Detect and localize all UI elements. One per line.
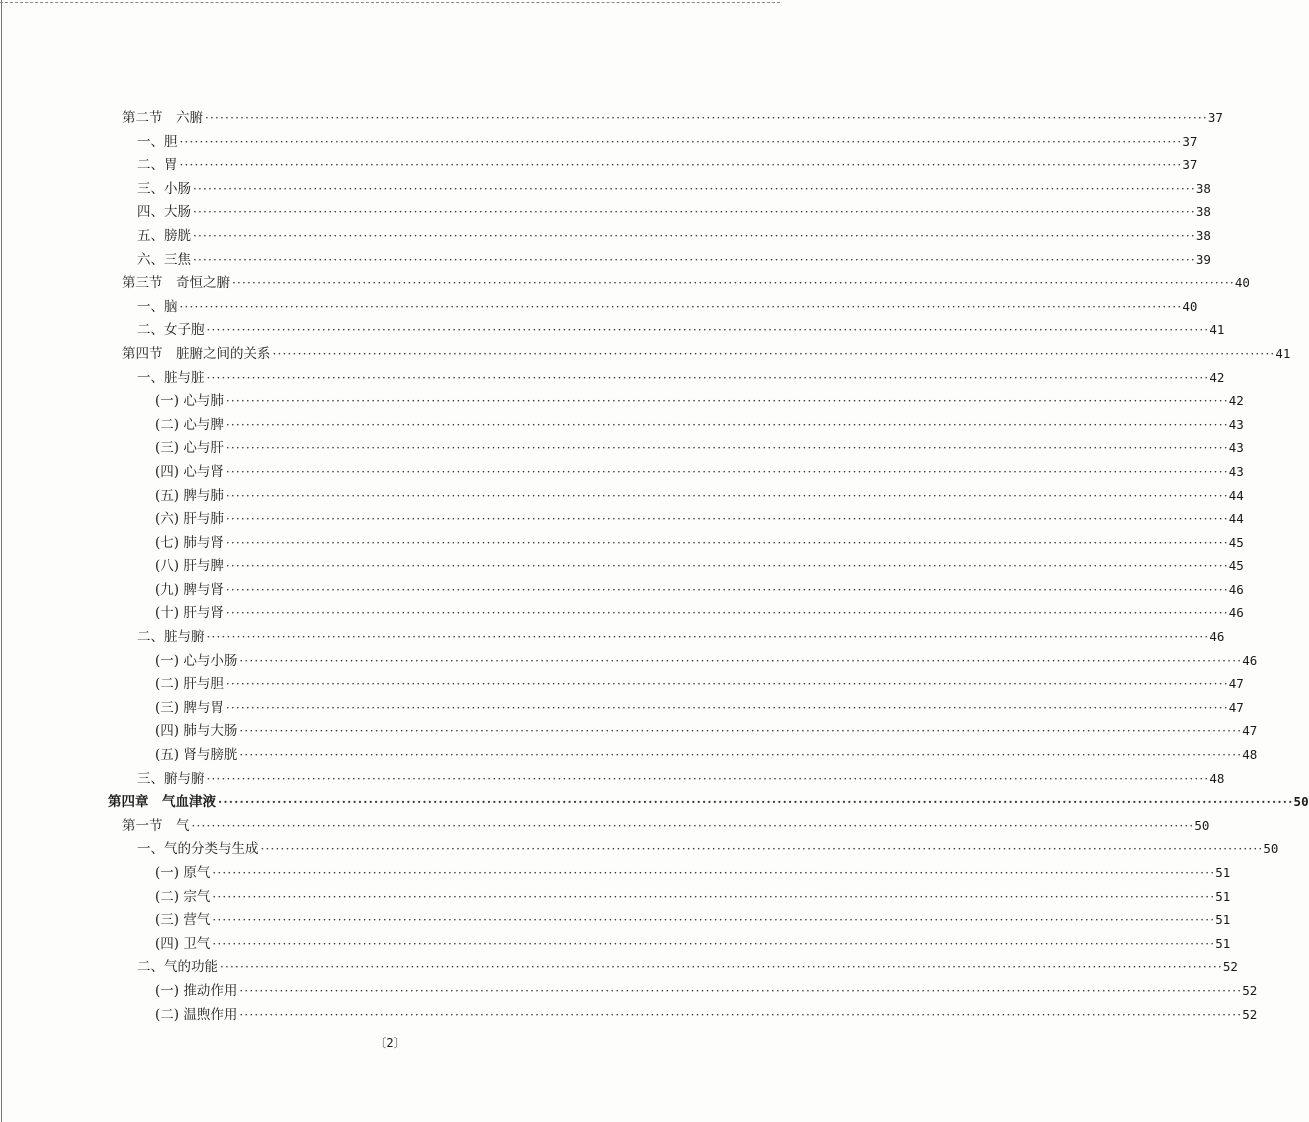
toc-entry-page-number: 52 — [1222, 959, 1238, 975]
toc-entry-page-number: 37 — [1182, 157, 1198, 173]
toc-entry — [0, 271, 1250, 295]
toc-entry-page-number: 50 — [1263, 841, 1279, 857]
toc-entry — [0, 696, 1244, 720]
page-number-footer: 〔2〕 — [374, 1036, 406, 1050]
toc-entry — [0, 342, 1291, 366]
toc-entry-page-number: 50 — [1194, 817, 1210, 833]
dot-leader: ········································································································································································································ — [260, 842, 1264, 857]
toc-entry-label: (一) 心与肺 — [155, 393, 224, 410]
toc-entry-label: (八) 肝与脾 — [155, 558, 224, 575]
toc-entry-label: 第一节 气 — [122, 817, 190, 834]
toc-entry-label: 三、腑与腑 — [137, 770, 205, 787]
dot-leader: ········································································································································································································ — [206, 630, 1210, 645]
toc-entry-label: 二、气的功能 — [137, 959, 218, 976]
dot-leader: ········································································································································································································ — [193, 228, 1196, 243]
toc-entry — [0, 389, 1244, 413]
toc-entry-label: (一) 心与小肠 — [155, 652, 238, 669]
toc-entry-page-number: 46 — [1228, 581, 1244, 597]
toc-entry — [0, 460, 1244, 484]
toc-entry-label: (三) 心与肝 — [155, 440, 224, 457]
toc-entry — [0, 790, 1309, 814]
toc-entry — [0, 413, 1244, 437]
dot-leader: ········································································································································································································ — [205, 111, 1208, 125]
dot-leader: ········································································································································································································ — [272, 346, 1276, 361]
toc-entry-label: (五) 肾与膀胱 — [155, 747, 238, 764]
dot-leader: ········································································································································································································ — [225, 677, 1229, 692]
toc-entry-label: (十) 肝与肾 — [155, 605, 224, 622]
toc-entry-label: (七) 肺与肾 — [155, 534, 224, 551]
dot-leader: ········································································································································································································ — [239, 724, 1243, 739]
toc-entry-page-number: 51 — [1215, 912, 1231, 928]
toc-entry — [0, 885, 1231, 909]
toc-entry-label: (一) 推动作用 — [155, 982, 238, 999]
toc-entry — [0, 507, 1244, 531]
toc-entry — [0, 649, 1258, 673]
dot-leader: ········································································································································································································ — [179, 158, 1183, 173]
toc-entry-page-number: 43 — [1228, 463, 1244, 479]
toc-entry-page-number: 52 — [1242, 1006, 1258, 1022]
toc-entry — [0, 719, 1258, 743]
toc-entry-label: (一) 原气 — [155, 865, 211, 881]
dot-leader: ········································································································································································································ — [225, 394, 1229, 409]
toc-entry-label: 第二节 六腑 — [122, 110, 203, 126]
toc-entry — [0, 531, 1244, 555]
toc-entry — [0, 625, 1225, 649]
dot-leader: ········································································································································································································ — [206, 370, 1210, 385]
toc-entry-page-number: 50 — [1293, 794, 1309, 810]
dot-leader: ········································································································································································································ — [239, 748, 1243, 763]
dot-leader: ········································································································································································································ — [179, 134, 1183, 149]
dot-leader: ········································································································································································································ — [218, 795, 1294, 810]
toc-entry-label: 二、脏与腑 — [137, 629, 205, 646]
toc-entry — [0, 743, 1258, 767]
toc-entry — [0, 177, 1211, 201]
dot-leader: ········································································································································································································ — [239, 653, 1243, 668]
toc-entry-page-number: 38 — [1195, 180, 1211, 196]
toc-entry-page-number: 46 — [1228, 605, 1244, 621]
toc-entry-page-number: 46 — [1209, 629, 1225, 645]
toc-entry-page-number: 41 — [1275, 345, 1291, 361]
dot-leader: ········································································································································································································ — [206, 323, 1210, 338]
toc-entry-page-number: 51 — [1215, 865, 1231, 880]
toc-entry-page-number: 48 — [1209, 770, 1225, 786]
toc-entry-page-number: 38 — [1195, 204, 1211, 220]
toc-entry-page-number: 52 — [1242, 982, 1258, 998]
toc-entry-page-number: 44 — [1228, 511, 1244, 527]
dot-leader: ········································································································································································································ — [225, 606, 1229, 621]
dot-leader: ········································································································································································································ — [206, 771, 1210, 786]
toc-entry-label: (九) 脾与肾 — [155, 581, 224, 598]
toc-entry — [0, 554, 1244, 578]
dot-leader: ········································································································································································································ — [191, 818, 1195, 833]
toc-entry-label: (三) 营气 — [155, 912, 211, 929]
toc-entry-page-number: 45 — [1228, 558, 1244, 574]
dot-leader: ········································································································································································································ — [232, 276, 1235, 291]
toc-entry — [0, 436, 1244, 460]
toc-entry — [0, 767, 1225, 791]
toc-entry-page-number: 38 — [1195, 227, 1211, 243]
toc-entry — [0, 955, 1238, 979]
toc-entry — [0, 578, 1244, 602]
toc-entry-page-number: 37 — [1182, 133, 1198, 149]
toc-entry-page-number: 42 — [1228, 393, 1244, 409]
toc-entry — [0, 130, 1198, 154]
toc-entry-label: (四) 肺与大肠 — [155, 723, 238, 740]
toc-entry-page-number: 48 — [1242, 747, 1258, 763]
dot-leader: ········································································································································································································ — [220, 960, 1223, 975]
toc-entry-label: 第四章 气血津液 — [108, 794, 216, 811]
toc-entry-label: 四、大肠 — [137, 204, 191, 221]
toc-entry — [0, 106, 1223, 130]
dot-leader: ········································································································································································································ — [239, 1007, 1243, 1022]
dot-leader: ········································································································································································································ — [239, 983, 1243, 998]
toc-entry — [0, 248, 1211, 272]
dot-leader: ········································································································································································································ — [193, 252, 1196, 267]
toc-entry — [0, 200, 1211, 224]
toc-entry — [0, 295, 1198, 319]
toc-entry — [0, 1003, 1258, 1027]
toc-entry-page-number: 41 — [1209, 322, 1225, 338]
toc-entry-page-number: 51 — [1215, 888, 1231, 904]
toc-entry — [0, 861, 1231, 885]
toc-entry — [0, 318, 1225, 342]
toc-entry-page-number: 47 — [1228, 676, 1244, 692]
dot-leader: ········································································································································································································ — [212, 866, 1216, 880]
toc-entry-label: (二) 温煦作用 — [155, 1006, 238, 1023]
dot-leader: ········································································································································································································ — [225, 488, 1229, 503]
toc-entry-page-number: 51 — [1215, 935, 1231, 951]
dot-leader: ········································································································································································································ — [225, 582, 1229, 597]
toc-entry-label: (二) 心与脾 — [155, 416, 224, 433]
dot-leader: ········································································································································································································ — [225, 441, 1229, 456]
top-border-rule — [0, 2, 780, 3]
dot-leader: ········································································································································································································ — [212, 936, 1216, 951]
toc-entry-page-number: 37 — [1207, 110, 1223, 125]
toc-entry — [0, 932, 1231, 956]
dot-leader: ········································································································································································································ — [212, 913, 1216, 928]
dot-leader: ········································································································································································································ — [193, 205, 1196, 220]
toc-entry-label: (四) 心与肾 — [155, 463, 224, 480]
dot-leader: ········································································································································································································ — [212, 889, 1216, 904]
toc-entry-label: (二) 宗气 — [155, 888, 211, 905]
toc-entry — [0, 837, 1279, 861]
toc-entry — [0, 672, 1244, 696]
toc-entry-label: 五、膀胱 — [137, 227, 191, 244]
toc-entry-label: (五) 脾与肺 — [155, 487, 224, 504]
toc-entry-label: (二) 肝与胆 — [155, 676, 224, 693]
toc-entry-page-number: 47 — [1242, 723, 1258, 739]
dot-leader: ········································································································································································································ — [193, 181, 1196, 196]
table-of-contents — [0, 106, 1309, 1026]
toc-entry-label: 一、脑 — [137, 298, 178, 315]
toc-entry-page-number: 40 — [1234, 275, 1250, 291]
toc-entry-page-number: 42 — [1209, 369, 1225, 385]
toc-entry-label: 一、脏与脏 — [137, 369, 205, 386]
toc-entry — [0, 224, 1211, 248]
toc-entry-page-number: 40 — [1182, 298, 1198, 314]
toc-entry-label: 二、女子胞 — [137, 322, 205, 339]
dot-leader: ········································································································································································································ — [225, 559, 1229, 574]
toc-entry-label: (四) 卫气 — [155, 935, 211, 952]
toc-entry — [0, 366, 1225, 390]
dot-leader: ········································································································································································································ — [225, 464, 1229, 479]
toc-entry — [0, 908, 1231, 932]
toc-entry-page-number: 39 — [1195, 251, 1211, 267]
toc-entry — [0, 153, 1198, 177]
toc-entry-label: 一、气的分类与生成 — [137, 841, 259, 858]
dot-leader: ········································································································································································································ — [179, 299, 1183, 314]
toc-entry — [0, 814, 1210, 838]
toc-entry-page-number: 47 — [1228, 699, 1244, 715]
toc-entry-label: (六) 肝与肺 — [155, 511, 224, 528]
toc-entry-label: 一、胆 — [137, 133, 178, 150]
toc-entry-label: 第四节 脏腑之间的关系 — [122, 345, 271, 362]
toc-entry-page-number: 44 — [1228, 487, 1244, 503]
toc-entry-label: (三) 脾与胃 — [155, 699, 224, 716]
dot-leader: ········································································································································································································ — [225, 535, 1229, 550]
toc-entry-label: 第三节 奇恒之腑 — [122, 275, 230, 292]
dot-leader: ········································································································································································································ — [225, 700, 1229, 715]
toc-entry — [0, 484, 1244, 508]
toc-entry-page-number: 46 — [1242, 652, 1258, 668]
toc-entry-page-number: 43 — [1228, 440, 1244, 456]
toc-entry — [0, 601, 1244, 625]
toc-entry-page-number: 45 — [1228, 534, 1244, 550]
dot-leader: ········································································································································································································ — [225, 417, 1229, 432]
toc-entry-page-number: 43 — [1228, 416, 1244, 432]
toc-entry-label: 三、小肠 — [137, 180, 191, 197]
dot-leader: ········································································································································································································ — [225, 512, 1229, 527]
toc-entry-label: 六、三焦 — [137, 251, 191, 268]
toc-entry-label: 二、胃 — [137, 157, 178, 174]
toc-entry — [0, 979, 1258, 1003]
